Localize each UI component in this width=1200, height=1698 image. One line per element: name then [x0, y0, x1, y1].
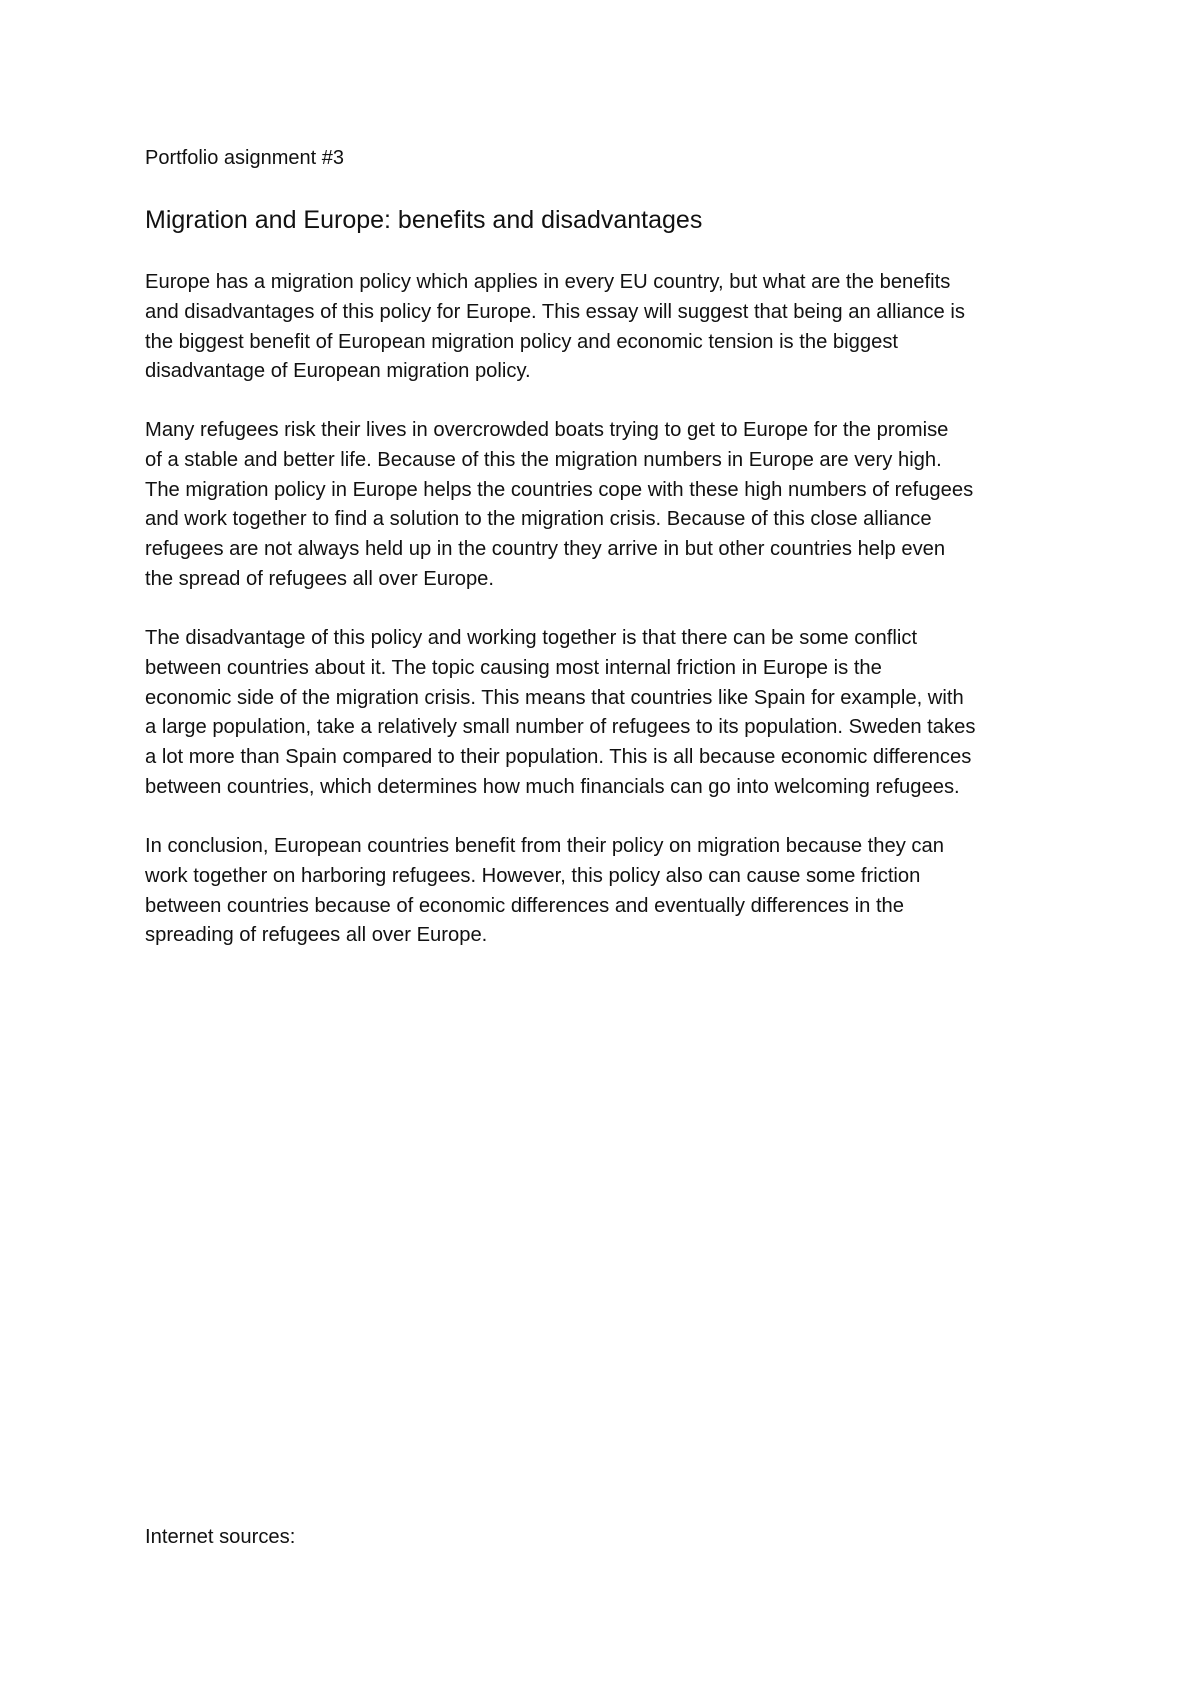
paragraph-line: the biggest benefit of European migration policy and economic tension is the biggest	[145, 330, 899, 353]
paragraph-line: work together on harboring refugees. However, this policy also can cause some friction	[145, 864, 921, 887]
paragraph-line: and work together to find a solution to the migration crisis. Because of this close alliance	[145, 508, 932, 531]
paragraph-line: In conclusion, European countries benefit from their policy on migration because they can	[145, 835, 944, 857]
paragraph-line: between countries about it. The topic causing most internal friction in Europe is the	[145, 656, 882, 679]
paragraph-line: of a stable and better life. Because of this the migration numbers in Europe are very high.	[145, 448, 942, 471]
paragraph-line: Europe has a migration policy which applies in every EU country, but what are the benefits	[145, 271, 951, 293]
paragraph-introduction	[145, 268, 1075, 387]
paragraph-line: a lot more than Spain compared to their population. This is all because economic differences	[145, 746, 972, 769]
paragraph-line: refugees are not always held up in the country they arrive in but other countries help even	[145, 538, 946, 561]
paragraph-line: between countries because of economic differences and eventually differences in the	[145, 894, 905, 917]
paragraph-line: between countries, which determines how much financials can go into welcoming refugees.	[145, 775, 960, 798]
assignment-label: Portfolio asignment #3	[145, 147, 345, 169]
paragraph-line: a large population, take a relatively small number of refugees to its population. Sweden takes	[145, 716, 976, 739]
paragraph-disadvantages	[145, 624, 1075, 803]
paragraph-line: economic side of the migration crisis. This means that countries like Spain for example, with	[145, 686, 964, 709]
paragraph-line: the spread of refugees all over Europe.	[145, 567, 495, 590]
paragraph-line: The migration policy in Europe helps the countries cope with these high numbers of refugees	[145, 478, 974, 501]
paragraph-line: The disadvantage of this policy and working together is that there can be some conflict	[145, 627, 918, 649]
paragraph-line: Many refugees risk their lives in overcrowded boats trying to get to Europe for the promise	[145, 419, 949, 441]
paragraph-conclusion	[145, 832, 1075, 951]
paragraph-line: spreading of refugees all over Europe.	[145, 924, 488, 947]
paragraph-line: disadvantage of European migration policy.	[145, 360, 531, 383]
internet-sources-heading: Internet sources:	[145, 1526, 296, 1548]
paragraph-benefits	[145, 416, 1075, 595]
paragraph-line: and disadvantages of this policy for Europe. This essay will suggest that being an alliance is	[145, 300, 965, 323]
essay-title: Migration and Europe: benefits and disadvantages	[145, 206, 703, 234]
